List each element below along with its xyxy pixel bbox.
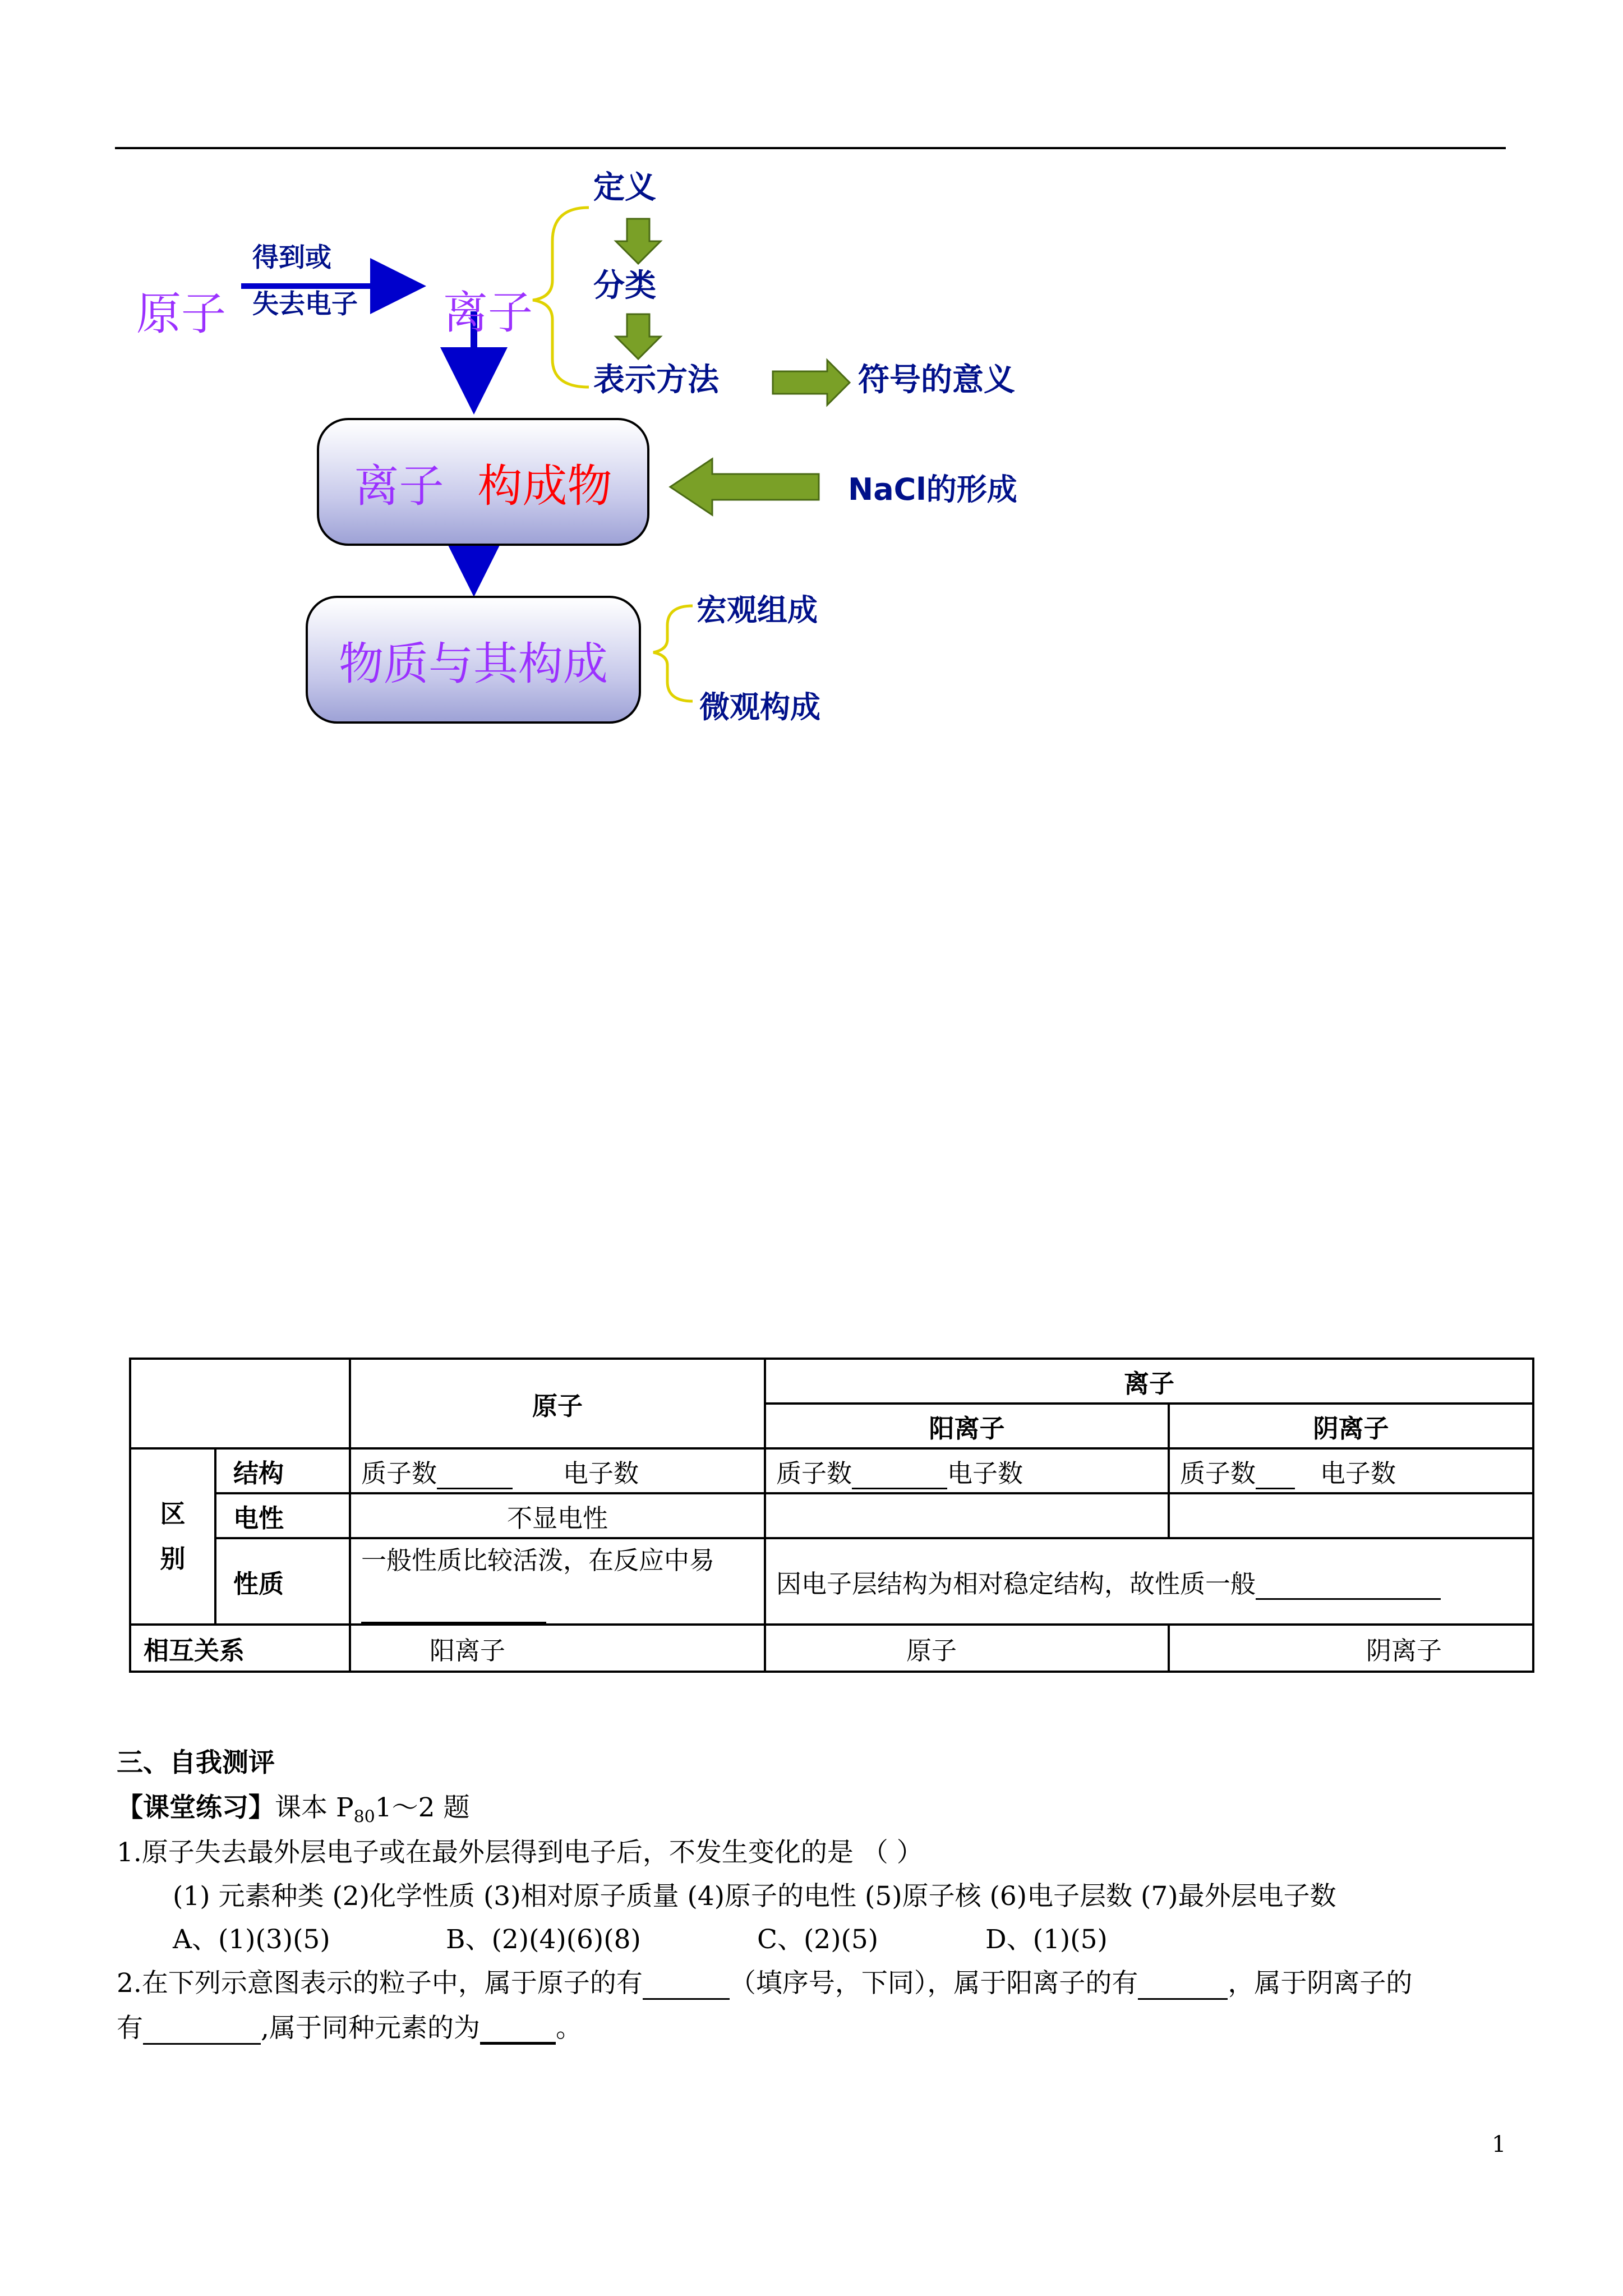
question-1-choice-d: D、(1)(5) (985, 1924, 1108, 1955)
arrow-label-line1: 得到或 (252, 242, 331, 273)
branch-symbol-meaning: 符号的意义 (858, 362, 1015, 398)
ion-branch-brace (533, 208, 589, 387)
charge-anion (1169, 1493, 1533, 1538)
green-down-arrow-1 (616, 219, 661, 264)
branch-representation: 表示方法 (593, 362, 719, 398)
header-atom: 原子 (350, 1359, 765, 1448)
structure-cation (765, 1448, 1169, 1493)
structure-atom-protons: 质子数 (361, 1458, 437, 1488)
box1-ion-text: 离子 (354, 459, 444, 512)
practice-text-post: 1～2 题 (375, 1792, 470, 1823)
difference-char-2: 别 (160, 1544, 186, 1573)
nacl-formation-label: NaCl的形成 (848, 472, 1017, 507)
diagram-connectors (0, 0, 1623, 740)
macro-composition-label: 宏观组成 (697, 592, 818, 628)
ion-compound-box (317, 418, 649, 546)
row-structure-label: 结构 (215, 1448, 350, 1493)
difference-label (130, 1448, 215, 1625)
q2-text-d: 有 (117, 2013, 143, 2044)
property-ion (765, 1538, 1533, 1625)
structure-atom (350, 1448, 765, 1493)
q2-blank-element[interactable] (480, 2016, 556, 2045)
q2-blank-atom[interactable] (643, 1972, 730, 2000)
q2-text-a: 2.在下列示意图表示的粒子中，属于原子的有 (117, 1968, 643, 1999)
charge-cation (765, 1493, 1169, 1538)
practice-text-pre: 课本 P (275, 1792, 354, 1823)
structure-anion-electrons: 电子数 (1320, 1458, 1396, 1488)
branch-classification: 分类 (593, 268, 656, 304)
table-corner (130, 1359, 350, 1448)
structure-anion (1169, 1448, 1533, 1493)
relation-cation: 阳离子 (350, 1625, 765, 1672)
row-relation-label: 相互关系 (130, 1625, 350, 1672)
green-right-arrow (773, 360, 850, 405)
green-left-arrow (670, 459, 819, 515)
row-property-label: 性质 (215, 1538, 350, 1625)
atom-label: 原子 (136, 288, 226, 340)
charge-atom: 不显电性 (350, 1493, 765, 1538)
ion-label: 离子 (443, 287, 533, 339)
page-number: 1 (1492, 2132, 1506, 2157)
q2-text-b: （填序号，下同），属于阳离子的有 (729, 1968, 1138, 1999)
green-down-arrow-2 (616, 314, 661, 359)
arrow-label-line2: 失去电子 (252, 289, 358, 320)
atom-ion-comparison-table (129, 1358, 1534, 1673)
question-1-choice-c: C、(2)(5) (757, 1924, 879, 1955)
q2-text-c: ，属于阴离子的 (1228, 1968, 1413, 1999)
branch-definition: 定义 (593, 169, 656, 206)
property-atom-text: 一般性质比较活泼，在反应中易 (361, 1545, 715, 1575)
structure-atom-electrons: 电子数 (563, 1458, 639, 1488)
q2-blank-anion[interactable] (143, 2017, 261, 2045)
question-1-choice-a: A、(1)(3)(5) (173, 1924, 330, 1955)
relation-anion: 阴离子 (1169, 1625, 1533, 1672)
property-atom (350, 1538, 765, 1625)
row-charge-label: 电性 (215, 1493, 350, 1538)
relation-atom: 原子 (765, 1625, 1169, 1672)
header-cation: 阳离子 (765, 1404, 1169, 1448)
question-2-line-2 (117, 2007, 582, 2045)
question-2-line-1 (117, 1962, 1412, 2000)
question-1: 1.原子失去最外层电子或在最外层得到电子后，不发生变化的是 （ ） (117, 1837, 923, 1868)
practice-label: 【课堂练习】 (117, 1792, 275, 1823)
micro-composition-label: 微观构成 (699, 689, 820, 725)
practice-line (117, 1787, 470, 1826)
header-ion: 离子 (765, 1359, 1533, 1404)
question-1-choice-b: B、(2)(4)(6)(8) (446, 1924, 641, 1955)
q2-blank-cation[interactable] (1138, 1972, 1228, 2000)
structure-anion-protons: 质子数 (1180, 1458, 1256, 1488)
difference-char-1: 区 (160, 1499, 186, 1529)
structure-cation-protons: 质子数 (776, 1458, 852, 1488)
question-1-options: (1) 元素种类 (2)化学性质 (3)相对原子质量 (4)原子的电性 (5)原子核 (6)电子层数 (7)最外层电子数 (173, 1881, 1336, 1912)
section-heading: 三、自我测评 (117, 1747, 275, 1778)
property-ion-text: 因电子层结构为相对稳定结构，故性质一般 (776, 1568, 1256, 1599)
box1-compound-text: 构成物 (477, 459, 612, 512)
structure-cation-electrons: 电子数 (947, 1458, 1023, 1488)
matter-structure-box: 物质与其构成 (306, 596, 641, 724)
practice-subscript: 80 (353, 1807, 375, 1827)
header-anion: 阴离子 (1169, 1404, 1533, 1448)
matter-branch-brace (653, 606, 693, 701)
q2-text-e: ,属于同种元素的为 (261, 2013, 480, 2044)
q2-text-f: 。 (555, 2013, 582, 2044)
